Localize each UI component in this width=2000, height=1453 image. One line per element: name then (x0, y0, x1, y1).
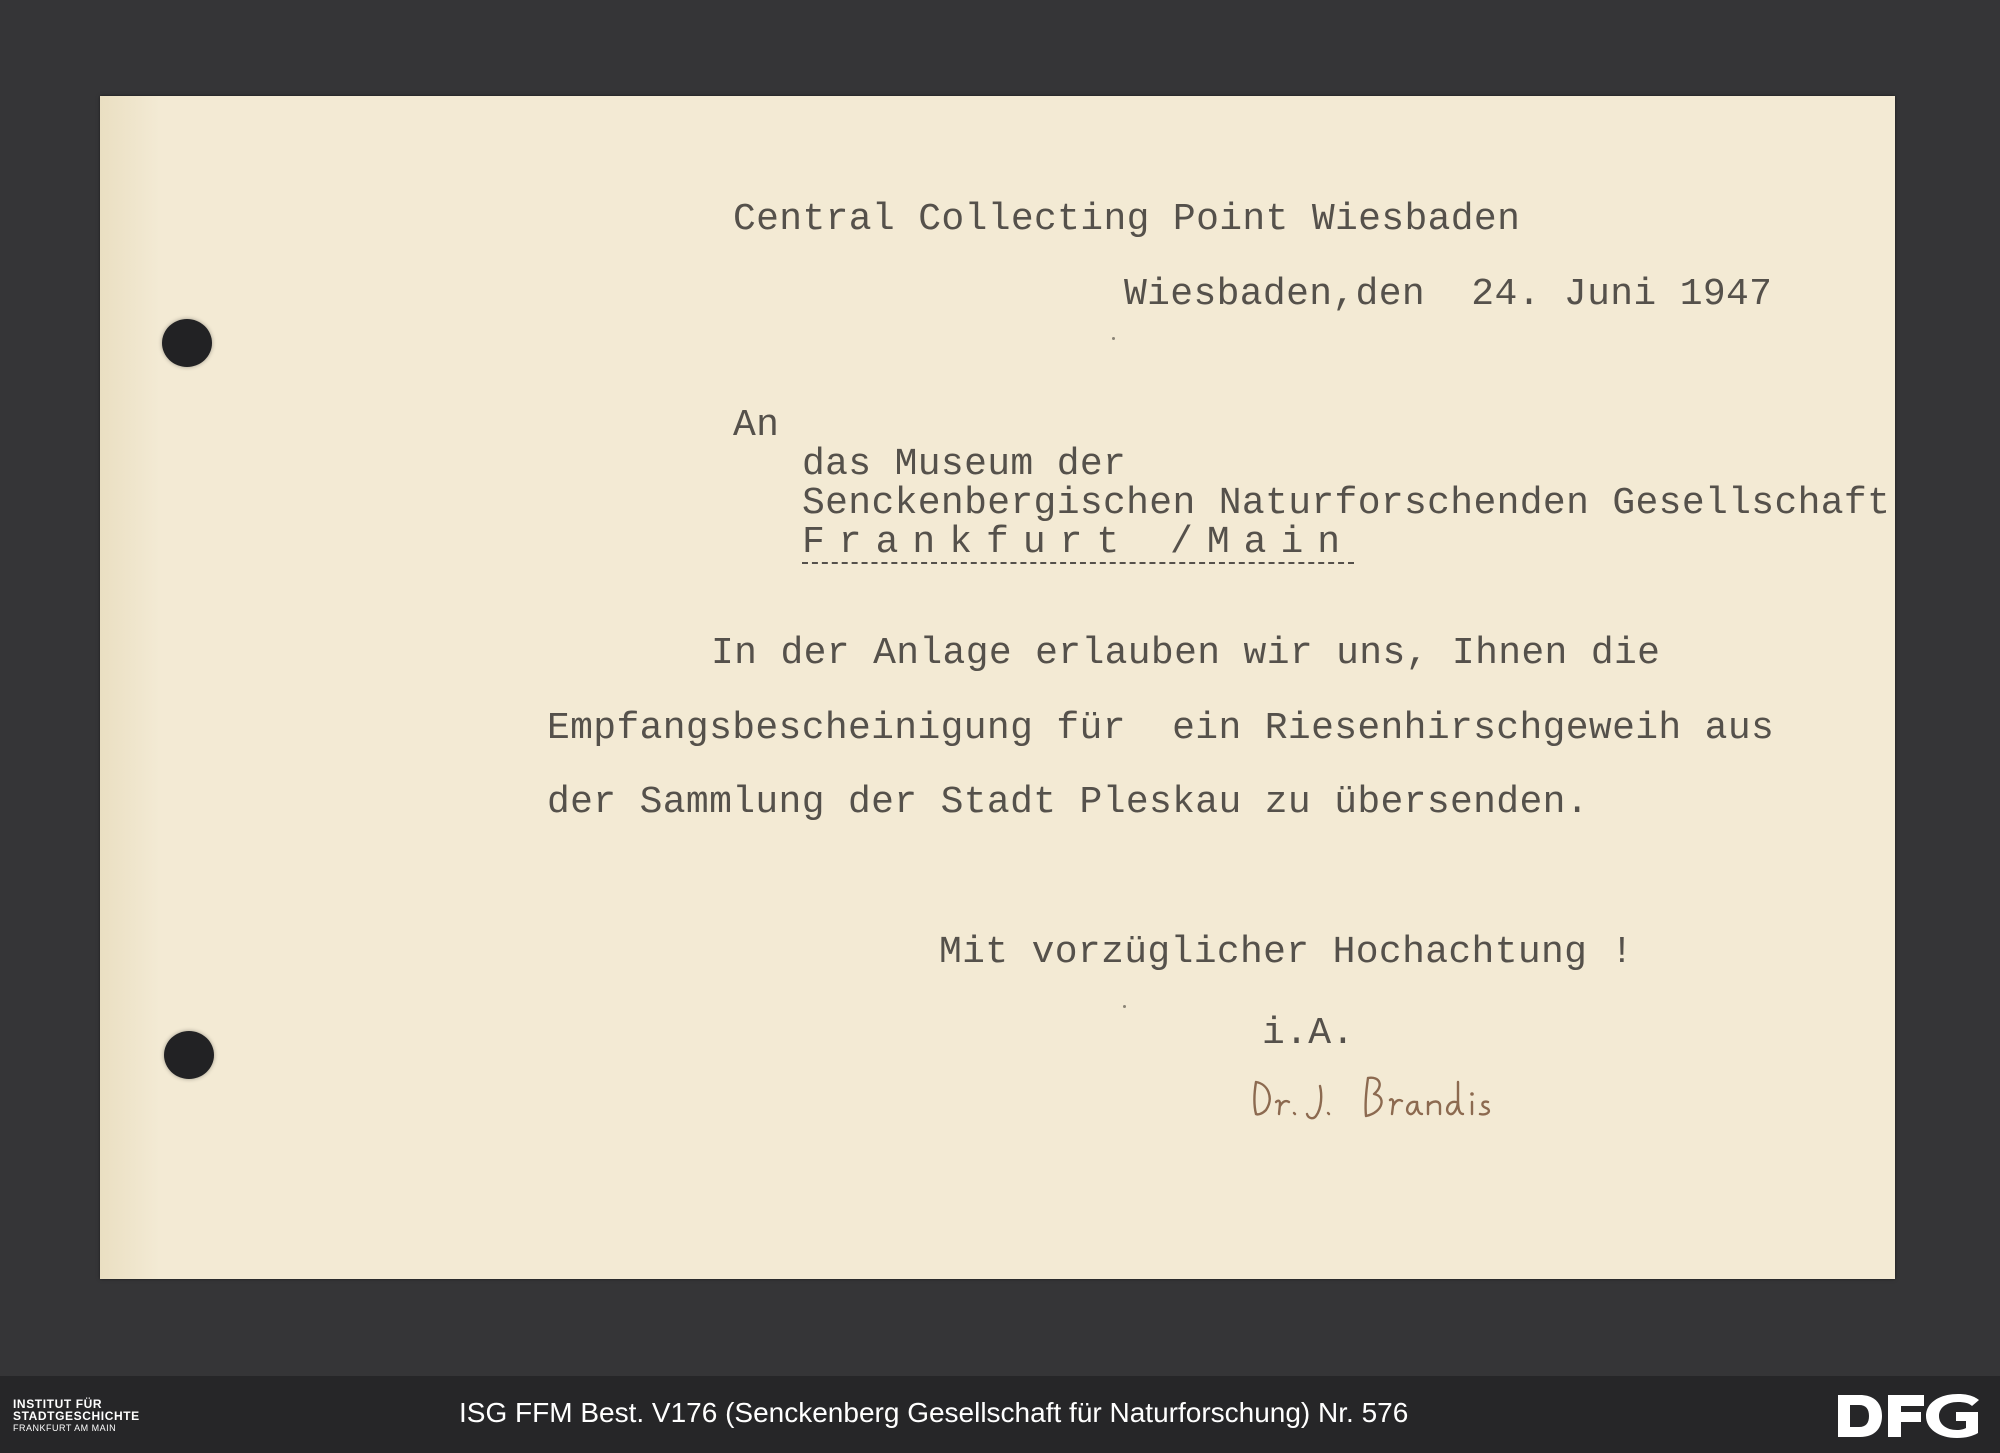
recipient-prefix: An (733, 404, 780, 447)
paper-edge-shading (100, 96, 160, 1279)
recipient-city: Frankfurt /Main (802, 521, 1355, 564)
body-line-3: der Sammlung der Stadt Pleskau zu übersenden. (547, 781, 1589, 824)
body-line-2: Empfangsbescheinigung für ein Riesenhirschgeweih aus (547, 707, 1775, 750)
paper-speck (1112, 337, 1115, 340)
institute-logo-text (13, 1398, 183, 1433)
recipient-line-2: Senckenbergischen Naturforschenden Gesellschaft (802, 482, 1891, 525)
letter-paper (100, 96, 1895, 1279)
body-line-1: In der Anlage erlauben wir uns, Ihnen die (711, 632, 1661, 675)
archive-citation: ISG FFM Best. V176 (Senckenberg Gesellschaft für Naturforschung) Nr. 576 (459, 1397, 1409, 1428)
ia-abbreviation: i.A. (1262, 1012, 1355, 1055)
institute-line-2: STADTGESCHICHTE (13, 1409, 140, 1423)
date-line: Wiesbaden,den 24. Juni 1947 (1124, 273, 1773, 316)
handwritten-signature (1250, 1064, 1510, 1139)
closing-salutation: Mit vorzüglicher Hochachtung ! (939, 931, 1634, 974)
institute-line-1: INSTITUT FÜR (13, 1397, 103, 1411)
letterhead: Central Collecting Point Wiesbaden (733, 198, 1521, 241)
recipient-line-1: das Museum der (802, 443, 1127, 486)
punch-hole-bottom (164, 1031, 214, 1079)
paper-speck (1123, 1005, 1126, 1008)
punch-hole-top (162, 319, 212, 367)
dfg-logo (1836, 1393, 1986, 1444)
archive-footer (0, 1376, 2000, 1453)
institute-line-3: FRANKFURT AM MAIN (13, 1423, 117, 1433)
